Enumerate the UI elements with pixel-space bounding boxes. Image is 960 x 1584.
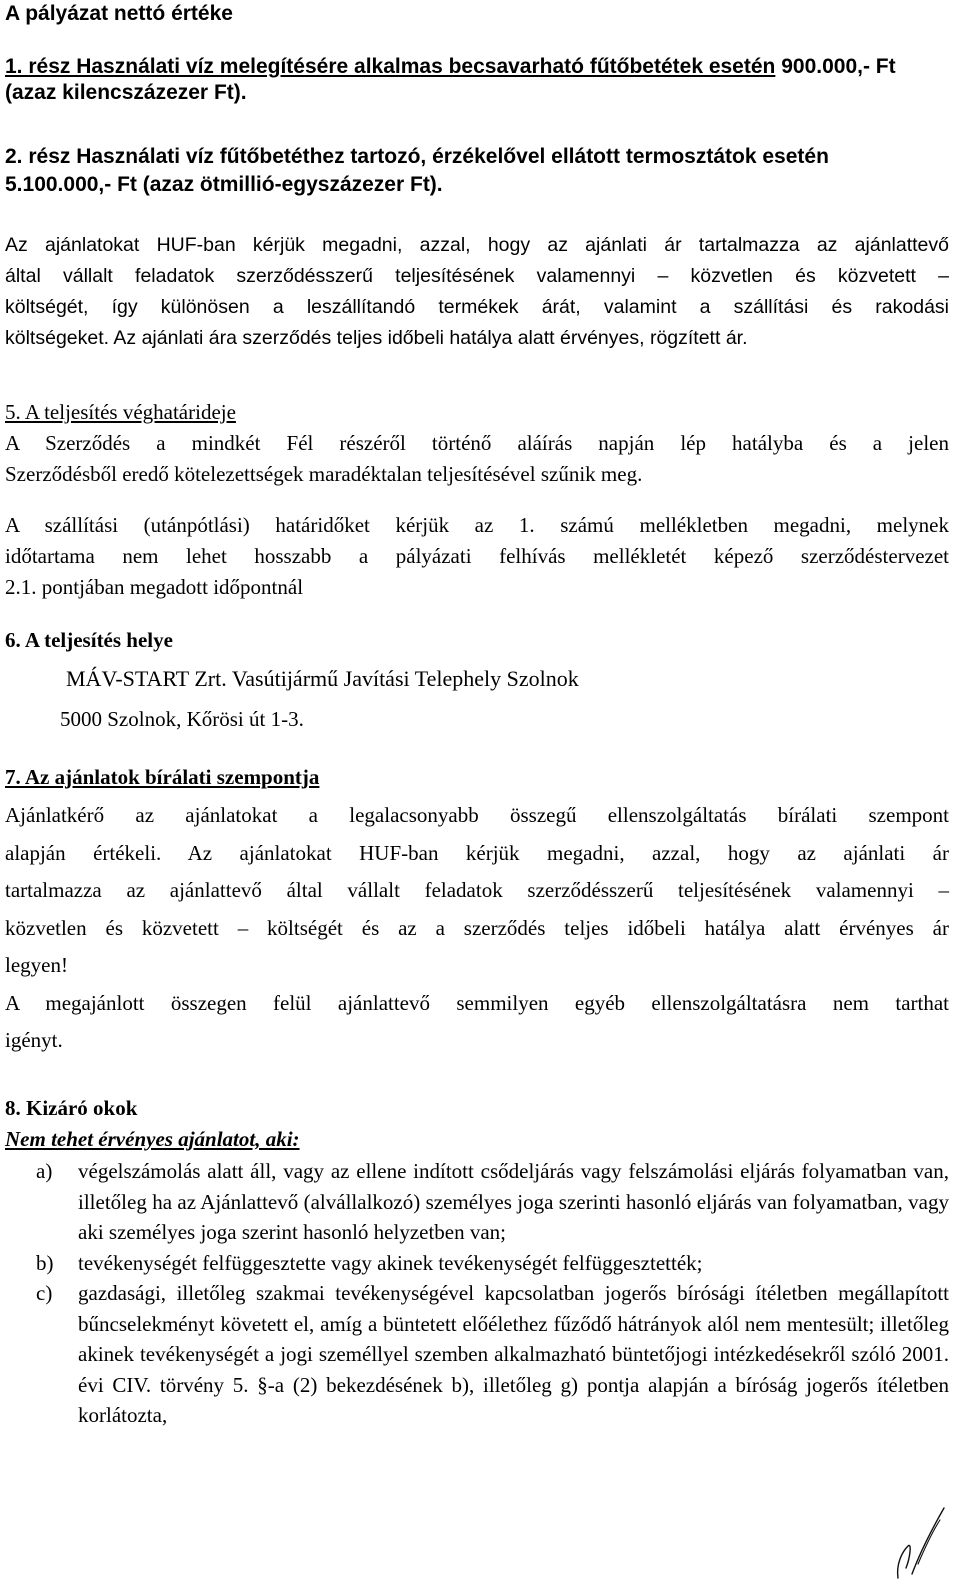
- section6-heading: 6. A teljesítés helye: [5, 628, 173, 652]
- part1-amount-words: (azaz kilencszázezer Ft).: [5, 81, 247, 104]
- section8-heading: 8. Kizáró okok: [5, 1096, 138, 1120]
- paragraph-line: költségét, így különösen a leszállítandó termékek árát, valamint a szállítási és rakodási: [5, 296, 949, 318]
- section7-heading: 7. Az ajánlatok bírálati szempontja: [5, 765, 320, 789]
- list-item: [5, 1248, 949, 1279]
- part1-block: [5, 54, 949, 106]
- section7-line: A megajánlott összegen felül ajánlattevő semmilyen egyéb ellenszolgáltatásra nem tarthat: [5, 990, 949, 1015]
- section7-paragraph: [5, 797, 949, 1060]
- section5-line: időtartama nem lehet hosszabb a pályázati felhívás mellékletét képező szerződéstervezet: [5, 544, 949, 568]
- section5-line: 2.1. pontjában megadott időpontnál: [5, 575, 304, 599]
- list-item-text: gazdasági, illetőleg szakmai tevékenységével kapcsolatban jogerős bírósági ítéletben megállapított bűncselekményt követett el, amíg a büntetett előélethez fűződő hátrányok alól nem mentesült; illetőleg akinek tevékenységét a jogi személlyel szemben alkalmazható büntetőjogi intézkedésekről szóló 2001. évi CIV. törvény 5. §-a (2) bekezdésének b), illetőleg g) pontja alapján a bíróság jogerős ítéletben korlátozta,: [78, 1281, 949, 1427]
- paragraph-line: által vállalt feladatok szerződésszerű teljesítésének valamennyi – közvetlen és közvetett –: [5, 265, 949, 287]
- part2-amount: 5.100.000,- Ft (azaz ötmillió-egyszázezer Ft).: [5, 173, 443, 196]
- section7-line: alapján értékeli. Az ajánlatokat HUF-ban kérjük megadni, azzal, hogy az ajánlati ár: [5, 840, 949, 865]
- paragraph-line: költségeket. Az ajánlati ára szerződés teljes időbeli hatálya alatt érvényes, rögzített ár.: [5, 327, 748, 349]
- section5-line: A Szerződés a mindkét Fél részéről történő aláírás napján lép hatályba és a jelen: [5, 431, 949, 455]
- section7-line: tartalmazza az ajánlattevő által vállalt feladatok szerződésszerű teljesítésének valamennyi –: [5, 878, 949, 902]
- part1-title: 1. rész Használati víz melegítésére alkalmas becsavarható fűtőbetétek esetén: [5, 55, 776, 78]
- paragraph-line: Az ajánlatokat HUF-ban kérjük megadni, azzal, hogy az ajánlati ár tartalmazza az ajánlattevő: [5, 234, 949, 256]
- list-item-label: b): [36, 1250, 54, 1275]
- part2-block: [5, 143, 949, 199]
- list-item: [5, 1156, 949, 1248]
- part1-amount: 900.000,- Ft: [775, 55, 896, 78]
- list-item-label: a): [36, 1159, 53, 1183]
- section6-place: MÁV-START Zrt. Vasútijármű Javítási Telephely Szolnok: [66, 666, 579, 691]
- section7-line: közvetlen és közvetett – költségét és az a szerződés teljes időbeli hatálya alatt érvényes ár: [5, 915, 949, 940]
- exclusion-list: [5, 1156, 949, 1431]
- section7-line: legyen!: [5, 953, 68, 977]
- part2-title: 2. rész Használati víz fűtőbetéthez tartozó, érzékelővel ellátott termosztátok esetén: [5, 145, 829, 168]
- list-item-text: végelszámolás alatt áll, vagy az ellene indított csődeljárás vagy felszámolási eljárás folyamatban van, illetőleg ha az Ajánlattevő (alvállalkozó) személyes joga szerinti hasonló eljárás van folyamatban, vagy aki személyes joga szerint hasonló helyzetben van;: [78, 1159, 949, 1244]
- value-paragraph: [5, 230, 949, 354]
- section5-paragraph2: [5, 510, 949, 603]
- section5-heading: 5. A teljesítés véghatárideje: [5, 400, 236, 424]
- section6-address: 5000 Szolnok, Kőrösi út 1-3.: [60, 707, 304, 731]
- list-item: [5, 1278, 949, 1431]
- section5-line: A szállítási (utánpótlási) határidőket kérjük az 1. számú mellékletben megadni, melynek: [5, 513, 949, 537]
- section8-subheading: Nem tehet érvényes ajánlatot, aki:: [5, 1127, 300, 1151]
- section7-line: igényt.: [5, 1028, 63, 1052]
- value-heading: A pályázat nettó értéke: [5, 2, 233, 25]
- section7-line: Ajánlatkérő az ajánlatokat a legalacsonyabb összegű ellenszolgáltatás bírálati szempont: [5, 803, 949, 827]
- list-item-label: c): [36, 1281, 53, 1305]
- handwritten-initials-mark: [888, 1502, 948, 1582]
- section5-line: Szerződésből eredő kötelezettségek maradéktalan teljesítésével szűnik meg.: [5, 462, 643, 486]
- list-item-text: tevékenységét felfüggesztette vagy akinek tevékenységét felfüggesztették;: [78, 1250, 703, 1275]
- section5: [5, 397, 949, 490]
